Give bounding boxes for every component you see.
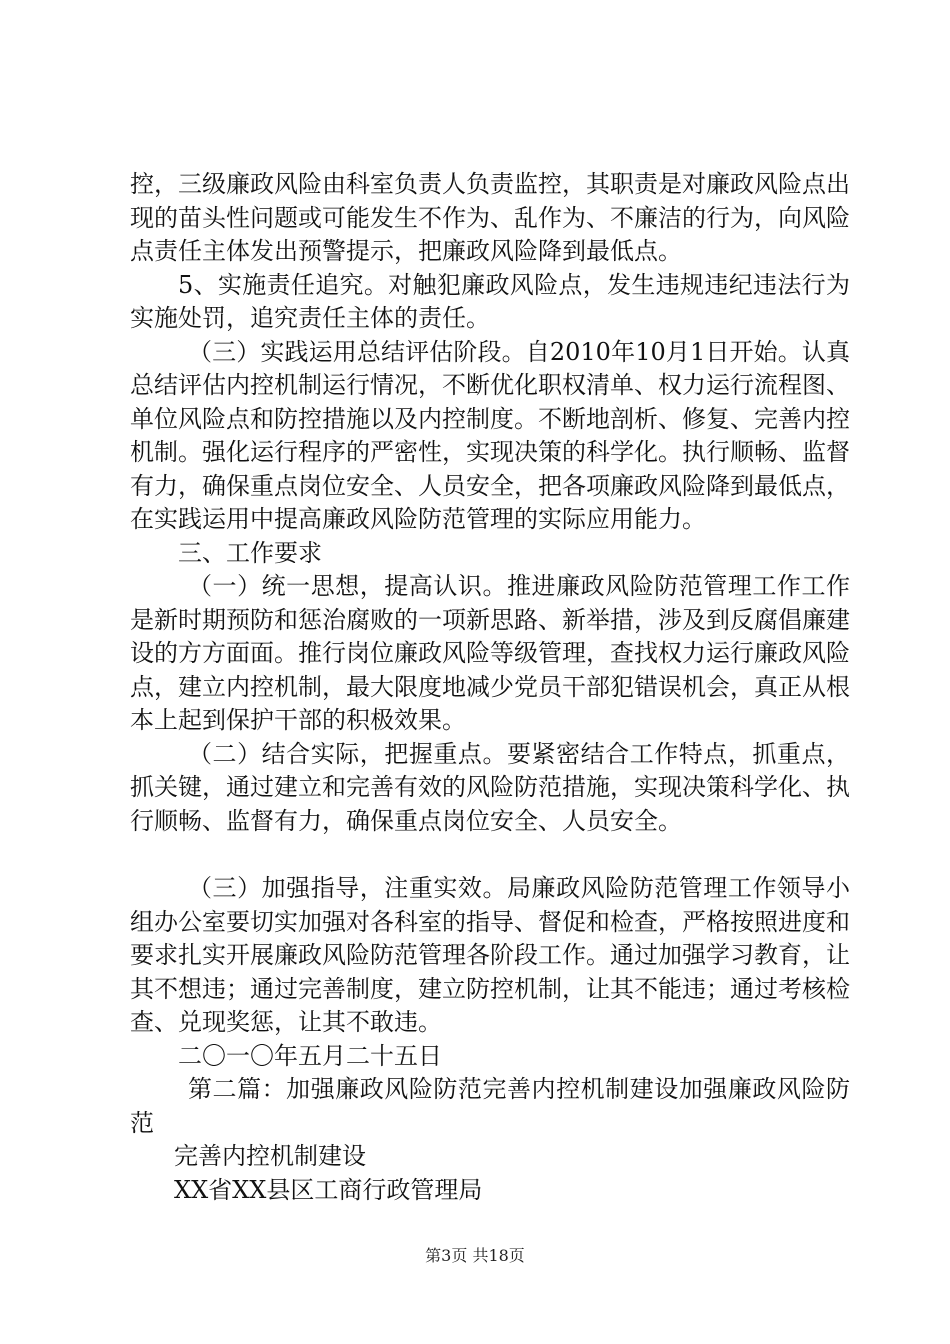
document-body xyxy=(130,168,850,1207)
page-number-footer: 第3页 共18页 xyxy=(425,1246,525,1265)
organization-name: XX省XX县区工商行政管理局 xyxy=(174,1175,483,1204)
paragraph-accountability: 5、实施责任追究。对触犯廉政风险点，发生违规违纪违法行为实施处罚，追究责任主体的责任。 xyxy=(130,270,850,332)
paragraph-gap xyxy=(130,838,850,872)
paragraph-strengthen-guidance: （三）加强指导，注重实效。局廉政风险防范管理工作领导小组办公室要切实加强对各科室的指导、督促和检查，严格按照进度和要求扎实开展廉政风险防范管理各阶段工作。通过加强学习教育，让其不想违；通过完善制度，建立防控机制，让其不能违；通过考核检查、兑现奖惩，让其不敢违。 xyxy=(130,874,850,1036)
paragraph-combine-practice: （二）结合实际，把握重点。要紧密结合工作特点，抓重点，抓关键，通过建立和完善有效的风险防范措施，实现决策科学化、执行顺畅、监督有力，确保重点岗位安全、人员安全。 xyxy=(130,739,850,835)
paragraph-stage-three: （三）实践运用总结评估阶段。自2010年10月1日开始。认真总结评估内控机制运行情况，不断优化职权清单、权力运行流程图、单位风险点和防控措施以及内控制度。不断地剖析、修复、完善内控机制。强化运行程序的严密性，实现决策的科学化。执行顺畅、监督有力，确保重点岗位安全、人员安全，把各项廉政风险降到最低点，在实践运用中提高廉政风险防范管理的实际应用能力。 xyxy=(130,337,850,533)
paragraph-risk-monitoring: 控，三级廉政风险由科室负责人负责监控，其职责是对廉政风险点出现的苗头性问题或可能发生不作为、乱作为、不廉洁的行为，向风险点责任主体发出预警提示，把廉政风险降到最低点。 xyxy=(130,170,850,265)
second-article-title: 第二篇：加强廉政风险防范完善内控机制建设加强廉政风险防范 xyxy=(130,1075,850,1137)
paragraph-unify-thinking: （一）统一思想，提高认识。推进廉政风险防范管理工作工作是新时期预防和惩治腐败的一项新思路、新举措，涉及到反腐倡廉建设的方方面面。推行岗位廉政风险等级管理，查找权力运行廉政风险点，建立内控机制，最大限度地减少党员干部犯错误机会，真正从根本上起到保护干部的积极效果。 xyxy=(130,572,850,734)
date-line: 二〇一〇年五月二十五日 xyxy=(178,1041,442,1070)
second-article-subtitle: 完善内控机制建设 xyxy=(174,1142,366,1170)
section-heading-requirements: 三、工作要求 xyxy=(178,538,322,567)
